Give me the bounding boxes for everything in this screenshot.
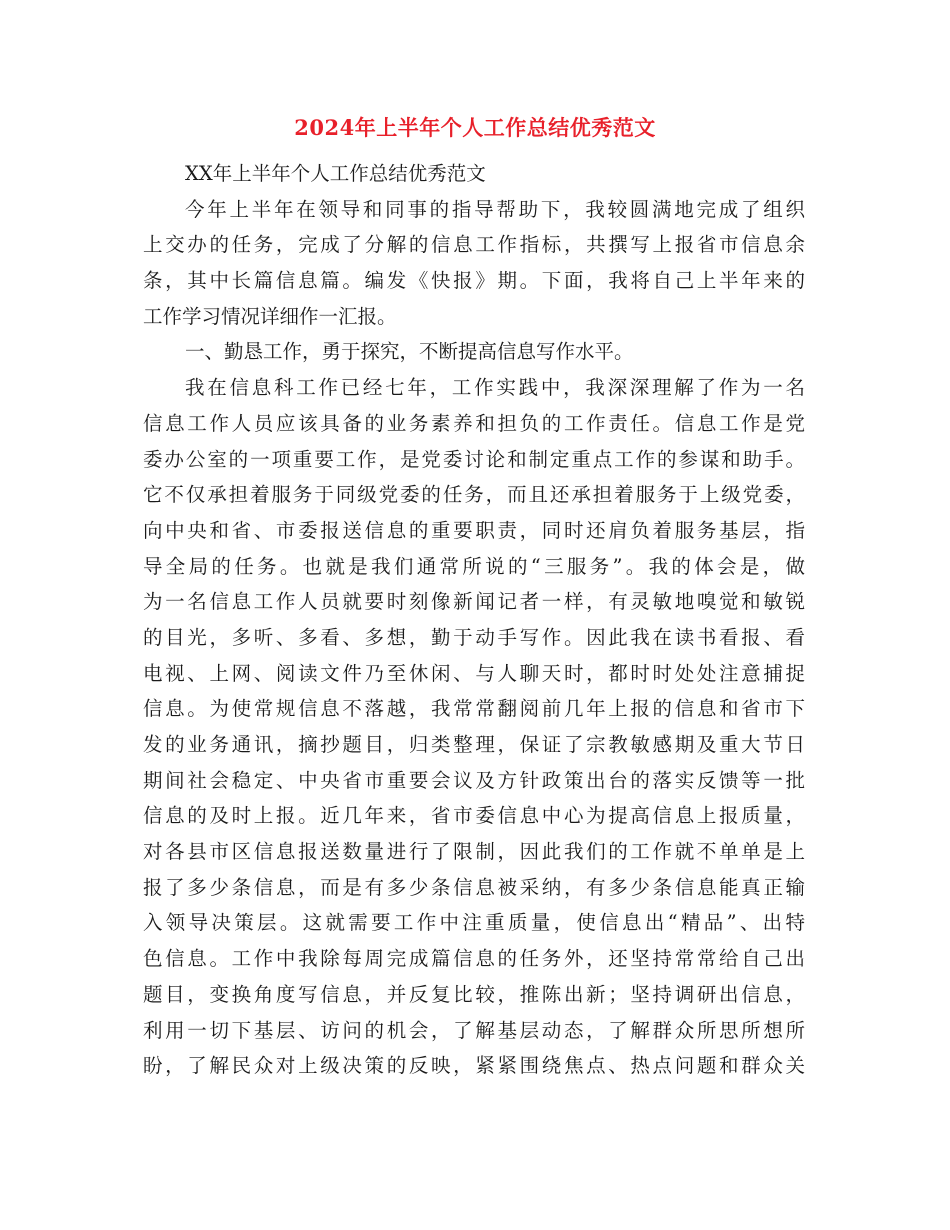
paragraph-line: 发的业务通讯，摘抄题目，归类整理，保证了宗教敏感期及重大节日	[143, 733, 805, 756]
paragraph-line: 利用一切下基层、访问的机会，了解基层动态，了解群众所思所想所	[143, 1018, 805, 1042]
paragraph-line: 工作学习情况详细作一汇报。	[143, 304, 397, 328]
paragraph-line: 期间社会稳定、中央省市重要会议及方针政策出台的落实反馈等一批	[143, 768, 805, 792]
paragraph-line: 报了多少条信息，而是有多少条信息被采纳，有多少条信息能真正输	[143, 875, 805, 899]
section-heading: 一、勤恳工作，勇于探究，不断提高信息写作水平。	[185, 340, 634, 364]
paragraph-line: 色信息。工作中我除每周完成篇信息的任务外，还坚持常常给自己出	[143, 947, 805, 971]
paragraph-line: 它不仅承担着服务于同级党委的任务，而且还承担着服务于上级党委，	[143, 483, 805, 507]
paragraph-line: 电视、上网、阅读文件乃至休闲、与人聊天时，都时时处处注意捕捉	[143, 661, 805, 685]
paragraph-line: 盼，了解民众对上级决策的反映，紧紧围绕焦点、热点问题和群众关	[143, 1054, 805, 1078]
paragraph-line: 上交办的任务，完成了分解的信息工作指标，共撰写上报省市信息余	[143, 233, 805, 257]
document-title: 2024年上半年个人工作总结优秀范文	[294, 115, 656, 140]
paragraph-line: 对各县市区信息报送数量进行了限制，因此我们的工作就不单单是上	[143, 840, 805, 864]
paragraph-line: 今年上半年在领导和同事的指导帮助下，我较圆满地完成了组织	[185, 197, 805, 221]
paragraph-line: 条，其中长篇信息篇。编发《快报》期。下面，我将自己上半年来的	[143, 269, 805, 293]
paragraph-line: 向中央和省、市委报送信息的重要职责，同时还肩负着服务基层，指	[143, 518, 805, 542]
document-body	[143, 156, 813, 1084]
subtitle-line: XX年上半年个人工作总结优秀范文	[185, 162, 486, 185]
paragraph-line: 题目，变换角度写信息，并反复比较，推陈出新；坚持调研出信息，	[143, 982, 805, 1006]
paragraph-line: 为一名信息工作人员就要时刻像新闻记者一样，有灵敏地嗅觉和敏锐	[143, 590, 805, 614]
paragraph-line: 信息工作人员应该具备的业务素养和担负的工作责任。信息工作是党	[143, 411, 805, 435]
paragraph-line: 信息。为使常规信息不落越，我常常翻阅前几年上报的信息和省市下	[143, 697, 805, 721]
paragraph-line: 我在信息科工作已经七年，工作实践中，我深深理解了作为一名	[185, 376, 805, 400]
paragraph-line: 导全局的任务。也就是我们通常所说的“三服务”。我的体会是，做	[143, 554, 805, 578]
paragraph-line: 入领导决策层。这就需要工作中注重质量，使信息出“精品”、出特	[143, 911, 805, 935]
paragraph-line: 信息的及时上报。近几年来，省市委信息中心为提高信息上报质量，	[143, 804, 805, 828]
paragraph-line: 的目光，多听、多看、多想，勤于动手写作。因此我在读书看报、看	[143, 625, 805, 649]
paragraph-line: 委办公室的一项重要工作，是党委讨论和制定重点工作的参谋和助手。	[143, 447, 805, 471]
